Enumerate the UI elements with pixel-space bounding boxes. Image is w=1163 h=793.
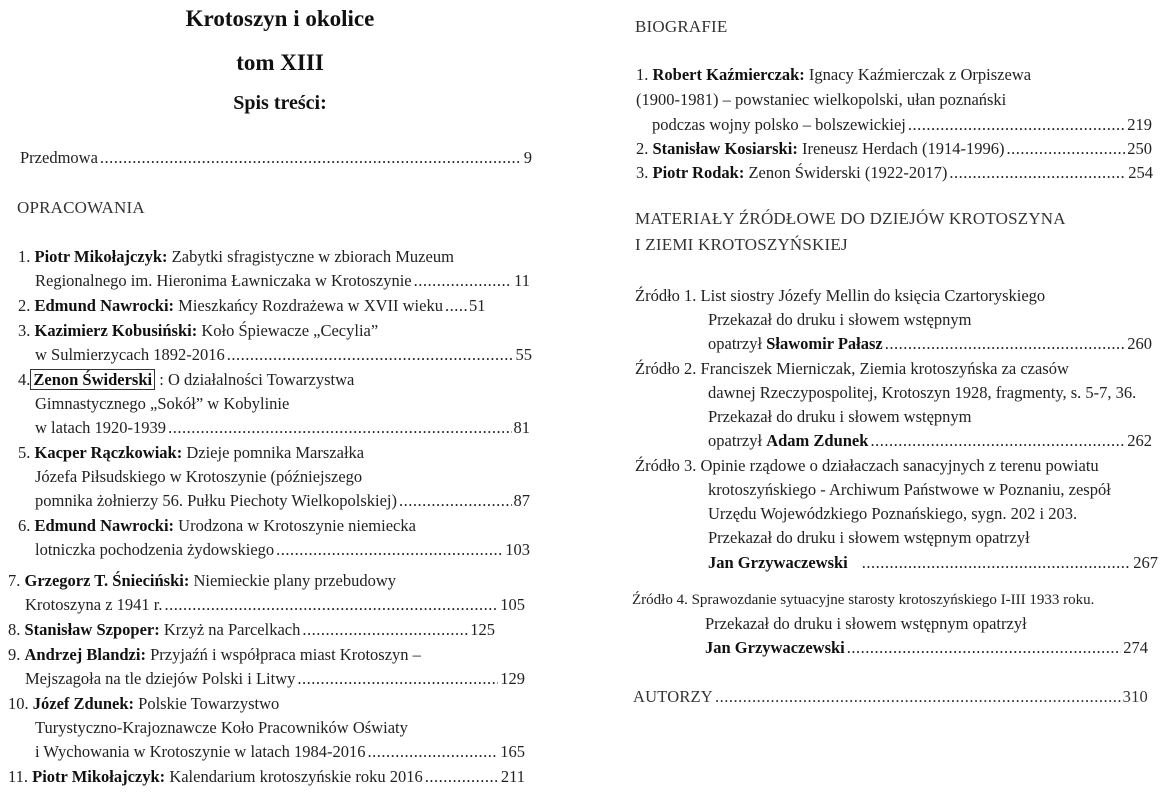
page-number: 129	[500, 669, 525, 688]
entry-number: 1.	[636, 65, 649, 84]
entry-title: Niemieckie plany przebudowy	[193, 571, 396, 590]
source-entry-4-cont: Przekazał do druku i słowem wstępnym opatrzył	[705, 614, 1027, 633]
entry-title: Ireneusz Herdach (1914-1996)	[801, 139, 1005, 158]
toc-entry-4-cont: Gimnastycznego „Sokół” w Kobylinie	[35, 394, 290, 413]
toc-title: Spis treści:	[233, 92, 327, 114]
source-label: Źródło 1.	[635, 286, 697, 305]
source-title: Opinie rządowe o działaczach sanacyjnych z terenu powiatu	[700, 456, 1099, 475]
source-editor: Sławomir Pałasz	[766, 334, 883, 353]
entry-number: 8.	[8, 620, 21, 639]
page-number: 81	[513, 418, 530, 437]
toc-entry-9-cont	[25, 667, 525, 691]
source-entry-3[interactable]	[635, 454, 1099, 478]
leader-dots	[100, 146, 522, 170]
toc-entry-4[interactable]	[18, 368, 354, 392]
left-page	[0, 0, 560, 793]
toc-entry-6[interactable]	[18, 514, 416, 538]
entry-author: Piotr Mikołajczyk:	[32, 767, 166, 786]
book-title: Krotoszyn i okolice	[185, 6, 375, 31]
entry-number: 3.	[636, 163, 649, 182]
source-entry-3-cont4	[708, 551, 1158, 575]
page-number: 267	[1133, 553, 1158, 572]
entry-author: Kazimierz Kobusiński:	[34, 321, 198, 340]
leader-dots	[425, 765, 499, 789]
source-editor: Adam Zdunek	[766, 431, 869, 450]
entry-number: 9.	[8, 645, 21, 664]
page-number: 254	[1128, 163, 1153, 182]
entry-author: Stanisław Kosiarski:	[652, 139, 798, 158]
toc-entry-autorzy[interactable]	[633, 685, 1148, 709]
toc-entry-przedmowa[interactable]	[20, 146, 532, 170]
leader-dots	[445, 294, 467, 318]
entry-number: 6.	[18, 516, 31, 535]
entry-number: 2.	[636, 139, 649, 158]
entry-author: Piotr Rodak:	[652, 163, 745, 182]
leader-dots	[399, 489, 512, 513]
leader-dots	[908, 113, 1125, 137]
entry-author: Piotr Mikołajczyk:	[34, 247, 168, 266]
leader-dots	[414, 269, 512, 293]
entry-title: Mieszkańcy Rozdrażewa w XVII wieku	[178, 296, 443, 315]
entry-label: AUTORZY	[633, 687, 713, 706]
entry-title-cont: pomnika żołnierzy 56. Pułku Piechoty Wielkopolskiej)	[35, 491, 397, 510]
toc-entry-10-cont: Turystyczno-Krajoznawcze Koło Pracowników Oświaty	[35, 718, 408, 737]
source-label: Źródło 2.	[635, 359, 697, 378]
section-heading-biografie: BIOGRAFIE	[635, 17, 728, 36]
page-number: 105	[500, 595, 525, 614]
right-page	[600, 0, 1163, 793]
source-title: Franciszek Mierniczak, Ziemia krotoszyńska za czasów	[700, 359, 1069, 378]
volume-title: tom XIII	[236, 50, 324, 75]
entry-author: Grzegorz T. Śnieciński:	[24, 571, 190, 590]
section-heading-opracowania: OPRACOWANIA	[17, 198, 145, 217]
page-number: 274	[1123, 638, 1148, 657]
leader-dots	[862, 551, 1131, 575]
entry-title: Urodzona w Krotoszynie niemiecka	[178, 516, 416, 535]
page-number: 55	[515, 345, 532, 364]
page-number: 11	[514, 271, 530, 290]
toc-entry-10[interactable]	[8, 692, 279, 716]
entry-number: 7.	[8, 571, 21, 590]
leader-dots	[276, 538, 503, 562]
leader-dots	[1006, 137, 1125, 161]
leader-dots	[297, 667, 498, 691]
entry-title-cont: podczas wojny polsko – bolszewickiej	[652, 115, 906, 134]
entry-author: Robert Kaźmierczak:	[652, 65, 805, 84]
toc-entry-8[interactable]	[8, 618, 495, 642]
page-number: 9	[523, 148, 532, 167]
page-number: 211	[500, 767, 525, 786]
entry-title-cont: i Wychowania w Krotoszynie w latach 1984-2016	[35, 742, 366, 761]
entry-number: 2.	[18, 296, 31, 315]
toc-entry-3[interactable]	[18, 319, 378, 343]
entry-number: 10.	[8, 694, 29, 713]
bio-entry-1[interactable]	[636, 63, 1031, 87]
source-title: List siostry Józefy Mellin do księcia Czartoryskiego	[700, 286, 1046, 305]
entry-number: 11.	[8, 767, 29, 786]
leader-dots	[227, 343, 514, 367]
source-entry-3-cont2: Urzędu Wojewódzkiego Poznańskiego, sygn. 202 i 203.	[708, 504, 1078, 523]
toc-entry-3-cont	[35, 343, 532, 367]
toc-entry-5-cont: Józefa Piłsudskiego w Krotoszynie (późniejszego	[35, 467, 363, 486]
source-label: Źródło 3.	[635, 456, 697, 475]
entry-number: 3.	[18, 321, 31, 340]
entry-title: Zenon Świderski (1922-2017)	[748, 163, 948, 182]
entry-number: 1.	[18, 247, 31, 266]
toc-entry-6-cont	[35, 538, 530, 562]
source-entry-2-cont3	[708, 429, 1152, 453]
page-number: 165	[500, 742, 525, 761]
source-entry-3-cont3: Przekazał do druku i słowem wstępnym opatrzył	[708, 528, 1030, 547]
section-heading-materialy-cont: I ZIEMI KROTOSZYŃSKIEJ	[635, 235, 848, 254]
source-entry-3-cont: krotoszyńskiego - Archiwum Państwowe w Poznaniu, zespół	[708, 480, 1111, 499]
entry-title: Zabytki sfragistyczne w zbiorach Muzeum	[171, 247, 454, 266]
page-number: 125	[470, 620, 495, 639]
entry-author: Andrzej Blandzi:	[24, 645, 146, 664]
bio-entry-1-cont2	[652, 113, 1152, 137]
toc-entry-4-cont2	[35, 416, 530, 440]
bio-entry-3[interactable]	[636, 161, 1153, 185]
page-number: 262	[1127, 431, 1152, 450]
entry-label: Przedmowa	[20, 148, 98, 167]
page-number: 250	[1127, 139, 1152, 158]
leader-dots	[715, 685, 1121, 709]
entry-author: Kacper Rączkowiak:	[34, 443, 183, 462]
entry-title: Polskie Towarzystwo	[138, 694, 280, 713]
entry-author: Edmund Nawrocki:	[34, 296, 175, 315]
entry-title-cont: Krotoszyna z 1941 r.	[25, 595, 163, 614]
source-title: Sprawozdanie sytuacyjne starosty krotoszyńskiego I-III 1933 roku.	[691, 592, 1095, 608]
page-number: 260	[1127, 334, 1152, 353]
entry-title: Ignacy Kaźmierczak z Orpiszewa	[808, 65, 1032, 84]
source-text: opatrzył	[708, 334, 767, 353]
source-entry-1-cont2	[708, 332, 1152, 356]
leader-dots	[847, 636, 1121, 660]
leader-dots	[302, 618, 468, 642]
toc-entry-9[interactable]	[8, 643, 421, 667]
entry-title-cont: Regionalnego im. Hieronima Ławniczaka w Krotoszynie	[35, 271, 412, 290]
bio-entry-2[interactable]	[636, 137, 1152, 161]
toc-entry-10-cont2	[35, 740, 525, 764]
entry-title-cont: w latach 1920-1939	[35, 418, 167, 437]
toc-entry-1-cont	[35, 269, 530, 293]
leader-dots	[949, 161, 1126, 185]
source-entry-2-cont: dawnej Rzeczypospolitej, Krotoszyn 1928, fragmenty, s. 5-7, 36.	[708, 383, 1137, 402]
page-number: 87	[513, 491, 530, 510]
source-label: Źródło 4.	[632, 592, 688, 608]
toc-entry-2[interactable]	[18, 294, 530, 318]
page-number: 219	[1127, 115, 1152, 134]
source-entry-1-cont: Przekazał do druku i słowem wstępnym	[708, 310, 972, 329]
source-entry-4-cont2	[705, 636, 1148, 660]
entry-title: Kalendarium krotoszyńskie roku 2016	[169, 767, 423, 786]
entry-title: Dzieje pomnika Marszałka	[186, 443, 365, 462]
entry-title: Koło Śpiewacze „Cecylia”	[201, 321, 379, 340]
entry-title-cont: lotniczka pochodzenia żydowskiego	[35, 540, 275, 559]
leader-dots	[367, 740, 498, 764]
entry-title: Krzyż na Parcelkach	[163, 620, 301, 639]
bio-entry-1-cont: (1900-1981) – powstaniec wielkopolski, ułan poznański	[636, 90, 1007, 109]
entry-author-highlighted: Zenon Świderski	[30, 369, 155, 390]
leader-dots	[870, 429, 1125, 453]
page-number: 51	[468, 296, 486, 315]
page-number: 103	[505, 540, 530, 559]
entry-author: Edmund Nawrocki:	[34, 516, 175, 535]
source-entry-2[interactable]	[635, 357, 1069, 381]
entry-title: Przyjaźń i współpraca miast Krotoszyn –	[150, 645, 421, 664]
page-number: 310	[1122, 687, 1148, 706]
source-entry-4[interactable]	[632, 588, 1094, 612]
section-heading-materialy: MATERIAŁY ŹRÓDŁOWE DO DZIEJÓW KROTOSZYNA	[635, 209, 1066, 228]
source-editor: Jan Grzywaczewski	[705, 638, 845, 657]
leader-dots	[168, 416, 511, 440]
entry-author: Józef Zdunek:	[32, 694, 135, 713]
entry-title-cont: w Sulmierzycach 1892-2016	[35, 345, 225, 364]
source-text: opatrzył	[708, 431, 767, 450]
entry-number: 5.	[18, 443, 31, 462]
entry-title-cont: Mejszagoła na tle dziejów Polski i Litwy	[25, 669, 296, 688]
toc-entry-11[interactable]	[8, 765, 525, 789]
toc-entry-5[interactable]	[18, 441, 364, 465]
toc-entry-1[interactable]	[18, 245, 454, 269]
toc-entry-7[interactable]	[8, 569, 396, 593]
leader-dots	[885, 332, 1125, 356]
toc-entry-7-cont	[25, 593, 525, 617]
entry-author: Stanisław Szpoper:	[24, 620, 160, 639]
entry-title: : O działalności Towarzystwa	[159, 370, 355, 389]
source-editor: Jan Grzywaczewski	[708, 553, 848, 572]
source-entry-1[interactable]	[635, 284, 1045, 308]
leader-dots	[164, 593, 498, 617]
source-entry-2-cont2: Przekazał do druku i słowem wstępnym	[708, 407, 972, 426]
entry-number: 4.	[18, 370, 31, 389]
toc-entry-5-cont2	[35, 489, 530, 513]
